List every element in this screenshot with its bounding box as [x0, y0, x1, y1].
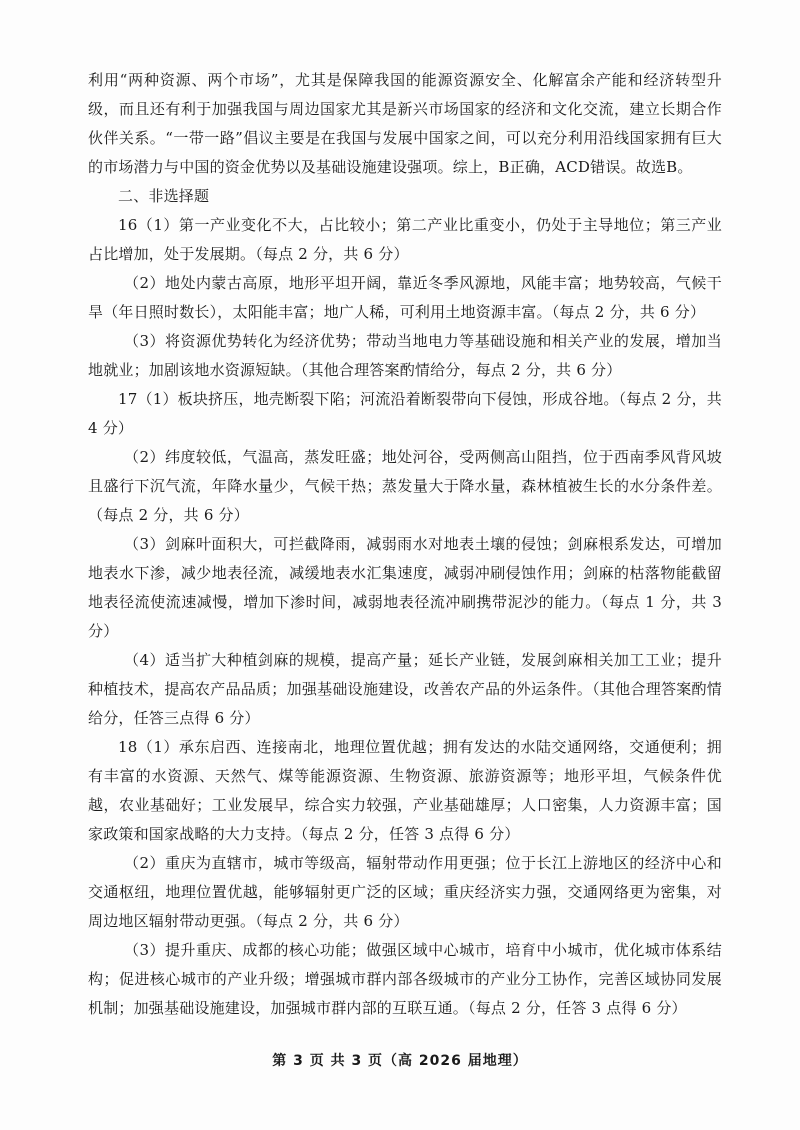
- q18-part3: （3）提升重庆、成都的核心功能；做强区域中心城市，培育中小城市，优化城市体系结构；促进核心城市的产业升级；增强城市群内部各级城市的产业分工协作，完善区域协同发展机制；加强基础设施建设，加强城市群内部的互联互通。（每点 2 分，任答 3 点得 6 分）: [88, 941, 722, 1017]
- q17-part2: （2）纬度较低，气温高，蒸发旺盛；地处河谷，受两侧高山阻挡，位于西南季风背风坡且盛行下沉气流，年降水量少，气候干热；蒸发量大于降水量，森林植被生长的水分条件差。（每点 2 分，共 6 分）: [88, 448, 722, 524]
- intro-paragraph: 利用“两种资源、两个市场”，尤其是保障我国的能源资源安全、化解富余产能和经济转型升级，而且还有利于加强我国与周边国家尤其是新兴市场国家的经济和文化交流，建立长期合作伙伴关系。“一带一路”倡议主要是在我国与发展中国家之间，可以充分利用沿线国家拥有巨大的市场潜力与中国的资金优势以及基础设施建设强项。综上，B正确，ACD错误。故选B。: [88, 71, 722, 176]
- q17-part3: （3）剑麻叶面积大，可拦截降雨，减弱雨水对地表土壤的侵蚀；剑麻根系发达，可增加地表水下渗，减少地表径流，减缓地表水汇集速度，减弱冲刷侵蚀作用；剑麻的枯落物能截留地表径流使流速减慢，增加下渗时间，减弱地表径流冲刷携带泥沙的能力。（每点 1 分，共 3 分）: [88, 535, 722, 640]
- q17-part1: 17（1）板块挤压，地壳断裂下陷；河流沿着断裂带向下侵蚀，形成谷地。（每点 2 分，共 4 分）: [88, 390, 722, 437]
- q18-part1: 18（1）承东启西、连接南北，地理位置优越；拥有发达的水陆交通网络，交通便利；拥有丰富的水资源、天然气、煤等能源资源、生物资源、旅游资源等；地形平坦，气候条件优越，农业基础好；工业发展早，综合实力较强，产业基础雄厚；人口密集，人力资源丰富；国家政策和国家战略的大力支持。（每点 2 分，任答 3 点得 6 分）: [88, 738, 722, 843]
- q18-part2: （2）重庆为直辖市，城市等级高，辐射带动作用更强；位于长江上游地区的经济中心和交通枢纽，地理位置优越，能够辐射更广泛的区域；重庆经济实力强，交通网络更为密集，对周边地区辐射带动更强。（每点 2 分，共 6 分）: [88, 854, 722, 930]
- section-title: 二、非选择题: [118, 187, 210, 205]
- q16-part3: （3）将资源优势转化为经济优势；带动当地电力等基础设施和相关产业的发展，增加当地就业；加剧该地水资源短缺。（其他合理答案酌情给分，每点 2 分，共 6 分）: [88, 332, 722, 379]
- answer-key-body: [88, 66, 722, 1023]
- q16-part2: （2）地处内蒙古高原，地形平坦开阔，靠近冬季风源地，风能丰富；地势较高，气候干旱（年日照时数长），太阳能丰富；地广人稀，可利用土地资源丰富。（每点 2 分，共 6 分）: [88, 274, 722, 321]
- page-footer: 第 3 页 共 3 页（高 2026 届地理）: [272, 1053, 528, 1069]
- q17-part4: （4）适当扩大种植剑麻的规模，提高产量；延长产业链，发展剑麻相关加工工业；提升种植技术，提高农产品品质；加强基础设施建设，改善农产品的外运条件。（其他合理答案酌情给分，任答三点得 6 分）: [88, 651, 722, 727]
- q16-part1: 16（1）第一产业变化不大，占比较小；第二产业比重变小，仍处于主导地位；第三产业占比增加，处于发展期。（每点 2 分，共 6 分）: [88, 216, 722, 263]
